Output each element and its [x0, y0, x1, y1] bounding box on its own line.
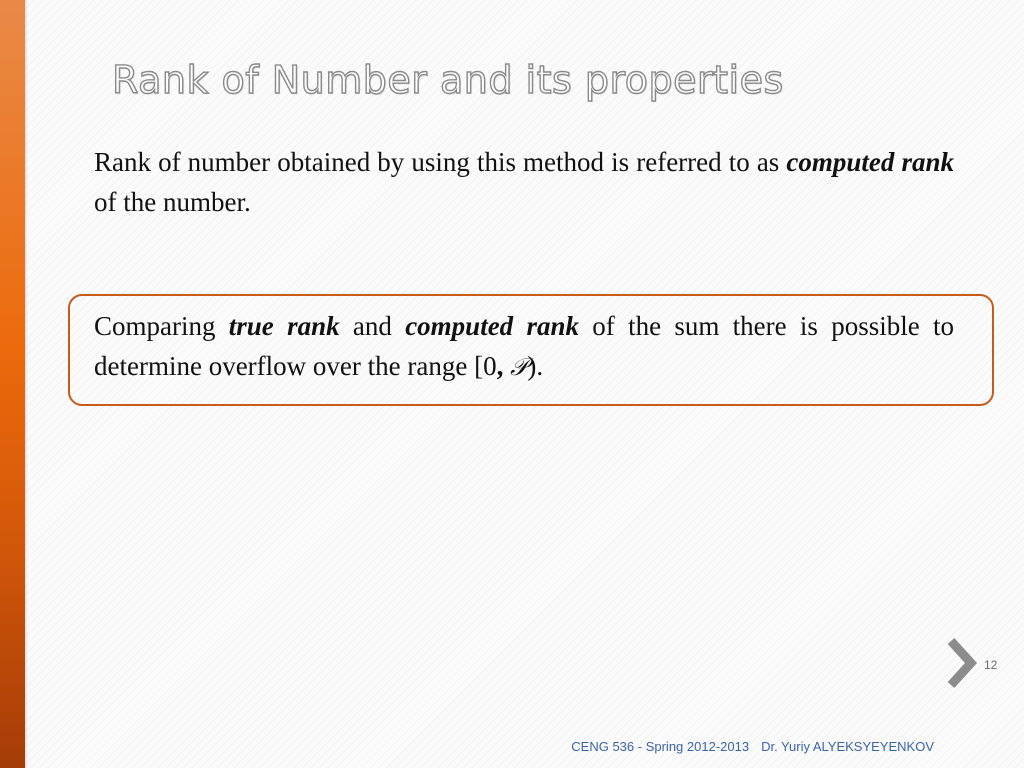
- paragraph-computed-rank: [94, 142, 954, 222]
- slide-title: Rank of Number and its properties: [112, 58, 784, 102]
- footer-course: CENG 536 - Spring 2012-2013: [571, 739, 750, 754]
- chevron-right-icon[interactable]: [942, 636, 978, 690]
- paragraph2-emphasis-computed-rank: computed rank: [405, 311, 579, 341]
- paragraph1-text-before: Rank of number obtained by using this method is referred to as: [94, 147, 787, 177]
- paragraph1-text-after: of the number.: [94, 187, 251, 217]
- range-comma: ,: [496, 351, 504, 381]
- footer-author: Dr. Yuriy ALYEKSYEYENKOV: [761, 739, 934, 754]
- range-close: ).: [527, 351, 544, 381]
- range-symbol-p: 𝒫: [510, 353, 528, 381]
- paragraph2-text-before: Comparing: [94, 311, 229, 341]
- paragraph-overflow: [94, 306, 954, 387]
- paragraph2-text-middle: and: [339, 311, 406, 341]
- paragraph2-emphasis-true-rank: true rank: [228, 311, 340, 341]
- paragraph2-text-after: of the sum there is possible to determine overflow over the range [0: [94, 311, 954, 381]
- left-accent-bar: [0, 0, 25, 768]
- paragraph1-emphasis: computed rank: [786, 147, 955, 177]
- slide-number: 12: [984, 658, 998, 672]
- footer: [571, 739, 934, 754]
